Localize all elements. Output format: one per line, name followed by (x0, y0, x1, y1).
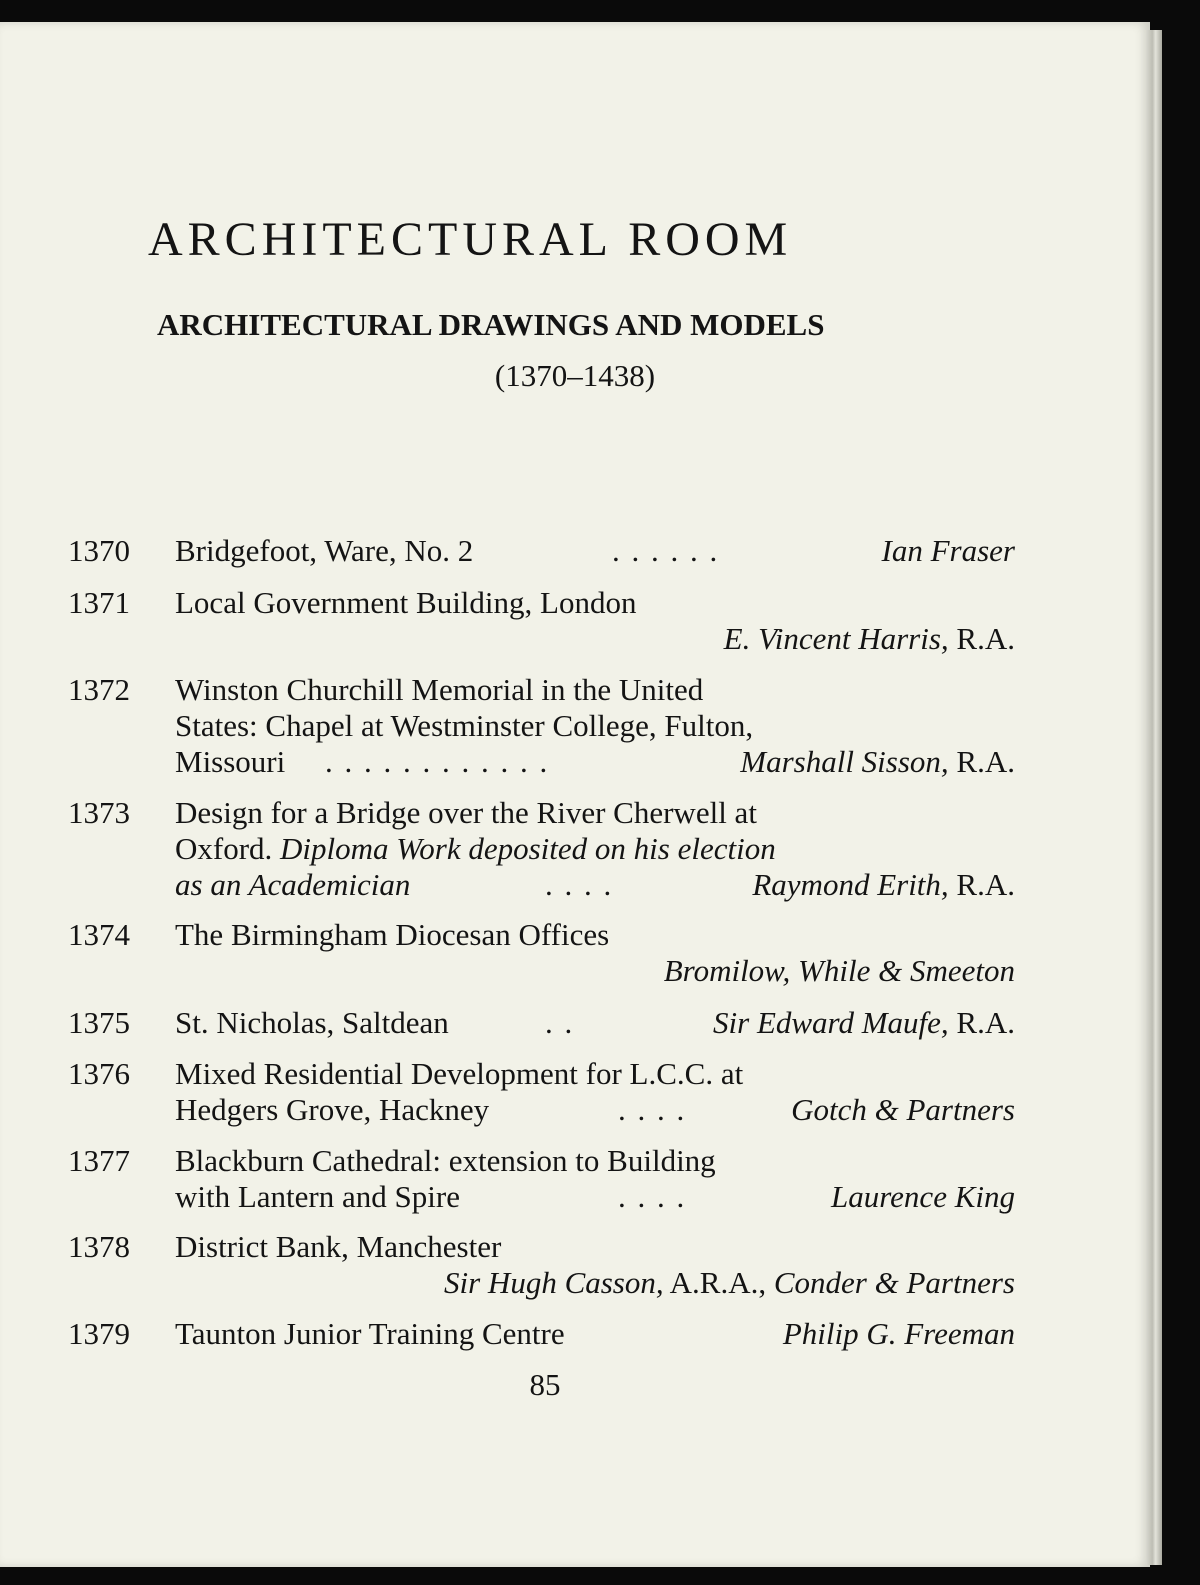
entry-note-cont: as an Academician (175, 867, 411, 902)
entry-title-cont: with Lantern and Spire (175, 1179, 460, 1214)
entry-title: Winston Churchill Memorial in the United (175, 672, 704, 707)
leader-dots: . . . . . . . . . . . . (325, 744, 550, 779)
entry-title: Design for a Bridge over the River Cherwell at (175, 795, 757, 830)
entry-title: The Birmingham Diocesan Offices (175, 917, 610, 952)
entry-artist-line (444, 1265, 1015, 1301)
entry-honour: R.A. (956, 744, 1015, 779)
entry-artist: Laurence King (831, 1179, 1015, 1214)
entry-artist: Marshall Sisson, (740, 744, 949, 779)
entry-number: 1379 (68, 1316, 130, 1351)
entry-honour: R.A. (956, 867, 1015, 902)
page-number: 85 (529, 1367, 561, 1402)
entry-honour: R.A. (956, 621, 1015, 656)
entry-artist-line (740, 744, 1015, 780)
entry-title: District Bank, Manchester (175, 1229, 502, 1264)
entry-artist-partner: Conder & Partners (773, 1265, 1015, 1300)
entry-honour: R.A. (956, 1005, 1015, 1040)
entry-title-place: Oxford. (175, 831, 273, 866)
leader-dots: . . . . (545, 867, 614, 902)
page-title: ARCHITECTURAL ROOM (148, 213, 793, 266)
entry-title: St. Nicholas, Saltdean (175, 1005, 449, 1040)
entry-number: 1372 (68, 672, 130, 707)
entry-number: 1378 (68, 1229, 130, 1264)
entry-title-cont (175, 831, 776, 867)
entry-artist: Sir Hugh Casson, (444, 1265, 664, 1300)
leader-dots: . . . . . . (612, 533, 720, 568)
entry-title: Taunton Junior Training Centre (175, 1316, 565, 1351)
entry-title-cont: Missouri (175, 744, 286, 779)
entry-number: 1371 (68, 585, 130, 620)
entry-artist-line (713, 1005, 1015, 1041)
entry-title: Mixed Residential Development for L.C.C. at (175, 1056, 744, 1091)
entry-number: 1370 (68, 533, 130, 568)
entry-honour: A.R.A., (669, 1265, 767, 1300)
entry-number: 1377 (68, 1143, 130, 1178)
entry-title: Local Government Building, London (175, 585, 637, 620)
entry-title: Blackburn Cathedral: extension to Building (175, 1143, 716, 1178)
entry-number: 1376 (68, 1056, 130, 1091)
entry-artist: Ian Fraser (881, 533, 1015, 568)
section-subtitle: ARCHITECTURAL DRAWINGS AND MODELS (157, 307, 825, 342)
book-page (0, 22, 1150, 1567)
entry-title-cont: States: Chapel at Westminster College, Fulton, (175, 708, 754, 743)
entry-number: 1375 (68, 1005, 130, 1040)
entry-artist: Sir Edward Maufe, (713, 1005, 949, 1040)
entry-artist: E. Vincent Harris, (723, 621, 949, 656)
leader-dots: . . . . (618, 1092, 687, 1127)
entry-number: 1374 (68, 917, 130, 952)
entry-artist: Gotch & Partners (791, 1092, 1015, 1127)
entry-artist: Raymond Erith, (752, 867, 949, 902)
entry-title: Bridgefoot, Ware, No. 2 (175, 533, 474, 568)
entry-artist: Philip G. Freeman (782, 1316, 1015, 1351)
entry-number: 1373 (68, 795, 130, 830)
leader-dots: . . . . (618, 1179, 687, 1214)
entry-artist: Bromilow, While & Smeeton (663, 953, 1015, 988)
entry-artist-line (752, 867, 1015, 903)
page-edge (1146, 30, 1162, 1565)
entry-note: Diploma Work deposited on his election (280, 831, 776, 866)
catalogue-range: (1370–1438) (494, 358, 656, 393)
leader-dots: . . (545, 1005, 575, 1040)
entry-artist-line (724, 621, 1015, 657)
entry-title-cont: Hedgers Grove, Hackney (175, 1092, 490, 1127)
